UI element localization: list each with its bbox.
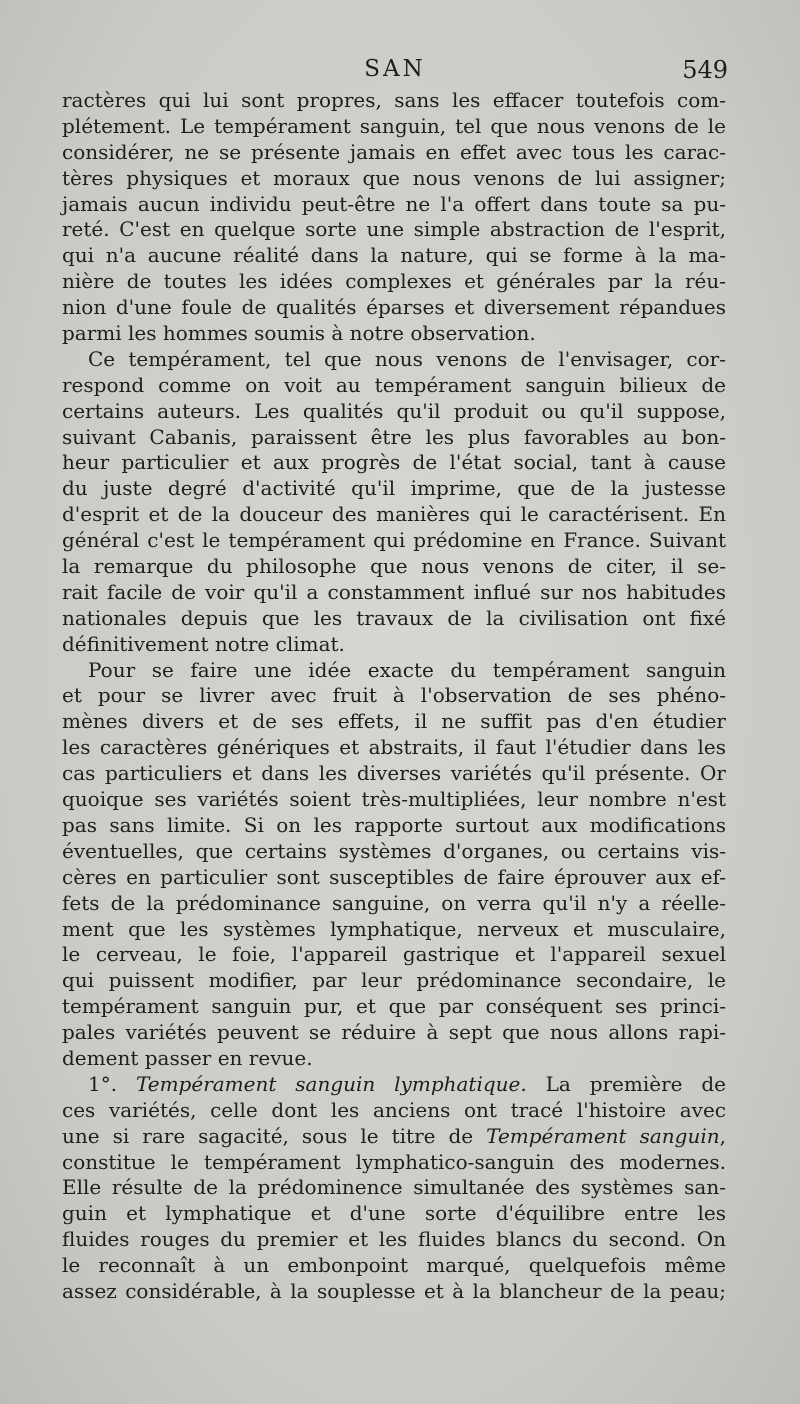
text-line: ces variétés, celle dont les anciens ont tracé l'histoire avec bbox=[62, 1097, 726, 1122]
text-line: rait facile de voir qu'il a constamment influé sur nos habitudes bbox=[62, 579, 726, 604]
page-header bbox=[62, 56, 728, 88]
text-line: nière de toutes les idées complexes et générales par la réu- bbox=[62, 269, 726, 294]
text-line: et pour se livrer avec fruit à l'observation de ses phéno- bbox=[62, 683, 726, 708]
text-line bbox=[62, 1124, 726, 1150]
section-number: 1°. bbox=[88, 1071, 118, 1096]
text-line: les caractères génériques et abstraits, il faut l'étudier dans les bbox=[62, 735, 726, 760]
italic-term: Tempérament sanguin bbox=[486, 1123, 720, 1148]
paragraph-4 bbox=[62, 1072, 726, 1305]
text-line: jamais aucun individu peut-être ne l'a offert dans toute sa pu- bbox=[62, 191, 726, 216]
text-line: Pour se faire une idée exacte du tempérament sanguin bbox=[88, 657, 726, 682]
text-line: le cerveau, le foie, l'appareil gastrique et l'appareil sexuel bbox=[62, 942, 726, 967]
text-line: pales variétés peuvent se réduire à sept que nous allons rapi- bbox=[62, 1020, 726, 1045]
text-line: constitue le tempérament lymphatico-sanguin des modernes. bbox=[62, 1149, 726, 1174]
section-title: Tempérament sanguin lymphatique. bbox=[135, 1071, 527, 1096]
text-line: certains auteurs. Les qualités qu'il produit ou qu'il suppose, bbox=[62, 398, 726, 423]
text-line: assez considérable, à la souplesse et à la blancheur de la peau; bbox=[62, 1278, 726, 1303]
text-line: quoique ses variétés soient très-multipliées, leur nombre n'est bbox=[62, 787, 726, 812]
text-line: cères en particulier sont susceptibles de faire éprouver aux ef- bbox=[62, 864, 726, 889]
text-line: reté. C'est en quelque sorte une simple abstraction de l'esprit, bbox=[62, 217, 726, 242]
running-head: SAN bbox=[364, 56, 426, 82]
page-number: 549 bbox=[682, 56, 728, 84]
text-line: heur particulier et aux progrès de l'état social, tant à cause bbox=[62, 450, 726, 475]
text-line: définitivement notre climat. bbox=[62, 631, 345, 656]
text-line: mènes divers et de ses effets, il ne suffit pas d'en étudier bbox=[62, 709, 726, 734]
section-heading-line bbox=[62, 1072, 726, 1098]
text-line: d'esprit et de la douceur des manières qui le caractérisent. En bbox=[62, 502, 726, 527]
text-line: plétement. Le tempérament sanguin, tel que nous venons de le bbox=[62, 113, 726, 138]
paragraph-3 bbox=[62, 658, 726, 1072]
text-line: éventuelles, que certains systèmes d'organes, ou certains vis- bbox=[62, 838, 726, 863]
body-text bbox=[62, 88, 726, 1305]
text-line: du juste degré d'activité qu'il imprime, que de la justesse bbox=[62, 476, 726, 501]
text-line: parmi les hommes soumis à notre observation. bbox=[62, 321, 536, 346]
text-line: Elle résulte de la prédominence simultanée des systèmes san- bbox=[62, 1175, 726, 1200]
text-line: respond comme on voit au tempérament sanguin bilieux de bbox=[62, 372, 726, 397]
text-fragment: La première de bbox=[526, 1071, 726, 1096]
paragraph-2 bbox=[62, 347, 726, 658]
text-line: suivant Cabanis, paraissent être les plus favorables au bon- bbox=[62, 424, 726, 449]
text-line: cas particuliers et dans les diverses variétés qu'il présente. Or bbox=[62, 761, 726, 786]
text-line: considérer, ne se présente jamais en effet avec tous les carac- bbox=[62, 139, 726, 164]
text-line: guin et lymphatique et d'une sorte d'équilibre entre les bbox=[62, 1201, 726, 1226]
text-line: Ce tempérament, tel que nous venons de l'envisager, cor- bbox=[88, 346, 726, 371]
text-line: nion d'une foule de qualités éparses et diversement répandues bbox=[62, 295, 726, 320]
text-line: ment que les systèmes lymphatique, nerveux et musculaire, bbox=[62, 916, 726, 941]
text-line: pas sans limite. Si on les rapporte surtout aux modifications bbox=[62, 812, 726, 837]
text-line: tères physiques et moraux que nous venons de lui assigner; bbox=[62, 165, 726, 190]
text-line: tempérament sanguin pur, et que par conséquent ses princi- bbox=[62, 994, 726, 1019]
paragraph-1 bbox=[62, 88, 726, 347]
text-line: la remarque du philosophe que nous venons de citer, il se- bbox=[62, 554, 726, 579]
text-line: qui n'a aucune réalité dans la nature, qui se forme à la ma- bbox=[62, 243, 726, 268]
text-line: ractères qui lui sont propres, sans les effacer toutefois com- bbox=[62, 88, 726, 112]
text-line: fluides rouges du premier et les fluides blancs du second. On bbox=[62, 1227, 726, 1252]
text-line: le reconnaît à un embonpoint marqué, quelquefois même bbox=[62, 1253, 726, 1278]
text-line: nationales depuis que les travaux de la civilisation ont fixé bbox=[62, 605, 726, 630]
text-line: général c'est le tempérament qui prédomine en France. Suivant bbox=[62, 528, 726, 553]
text-fragment: une si rare sagacité, sous le titre de bbox=[62, 1123, 487, 1148]
text-fragment: , bbox=[719, 1123, 726, 1148]
text-line: fets de la prédominance sanguine, on verra qu'il n'y a réelle- bbox=[62, 890, 726, 915]
text-line: qui puissent modifier, par leur prédominance secondaire, le bbox=[62, 968, 726, 993]
text-line: dement passer en revue. bbox=[62, 1045, 313, 1070]
